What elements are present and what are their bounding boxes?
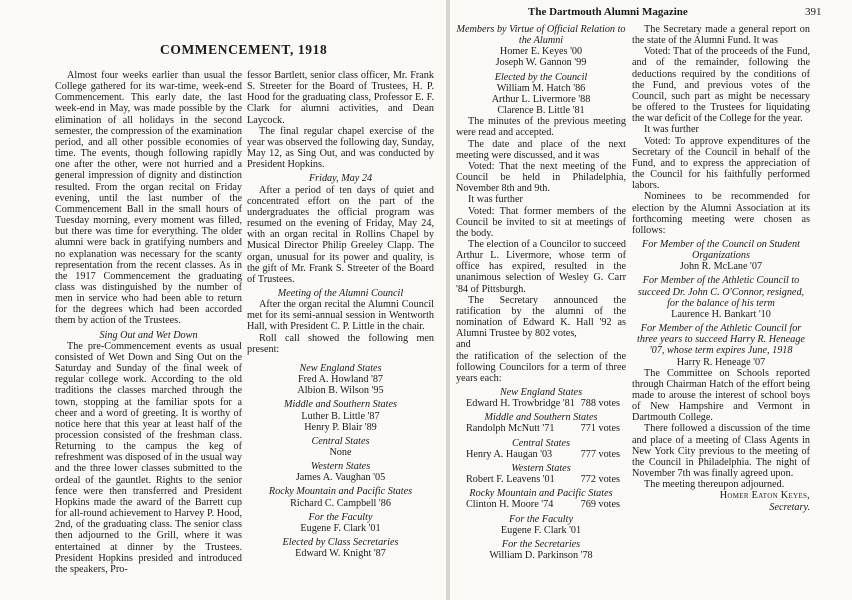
member-name: Clarence B. Little '81 <box>497 105 585 117</box>
vote-count: 771 votes <box>580 423 620 435</box>
region-heading: New England States <box>499 387 583 398</box>
group-heading: For the Secretaries <box>501 538 581 550</box>
member-name: Albion B. Wilson '95 <box>297 385 384 397</box>
group-heading: For Member of the Athletic Council to succeed Dr. John C. O'Connor, resigned, for the balance of his term <box>637 275 805 309</box>
member-name: Fred A. Howland '87 <box>297 374 384 386</box>
vote-count: 788 votes <box>580 398 620 410</box>
paragraph: It was further <box>468 194 523 206</box>
member-name: Harry R. Heneage '07 <box>676 356 766 368</box>
paragraph: The Secretary made a general report on the state of the Alumni Fund. It was <box>632 24 810 47</box>
paragraph: After the organ recital the Alumni Council met for its semi-annual session in Wentworth Hall, with President C. P. Little in the chair. <box>247 299 434 333</box>
region-heading: Middle and Southern States <box>484 412 598 424</box>
group-heading: Elected by the Council <box>494 71 588 83</box>
paragraph: The election of a Councilor to succeed Arthur L. Livermore, whose term of office has expired, resulted in the unanimous selection of Wesley G. Carr '84 of Pittsburgh. <box>456 238 626 295</box>
group-heading: Central States <box>311 435 370 447</box>
councilor-name: Robert F. Leavens '01 <box>466 474 555 486</box>
paragraph: Almost four weeks earlier than usual the College gathered for its war-time, week-end Commencement. This early date, the last week-end in May, was made possible by the elimination of all holidays in the second semester, the compression of the examination period, and all other possible economies of time. The events, though following rapidly one after the other, were not hurried and a general impression of dignity and distinction resulted. From the organ recital on Friday evening, until the last number of the Commencement Ball in the small hours of Tuesday morning, every moment was filled, but there was time for everything. The older alumni were back in gratifying numbers and no explanation was necessary for the scanty representation from the recent classes. As in the 1917 Commencement the graduating class was distinguished by the number of men in service who had been able to return for the degrees which had been accorded them by action of the Trustees. <box>55 70 242 327</box>
signature-name: Homer Eaton Keyes, <box>719 490 810 502</box>
paragraph: The final regular chapel exercise of the year was observed the following day, Sunday, May 12, as Sing Out, and was conducted by President Hopkins. <box>247 125 434 171</box>
paragraph: Roll call showed the following men present: <box>247 332 434 355</box>
group-heading: For the Faculty <box>308 511 373 523</box>
paragraph: The Committee on Schools reported through Chairman Hatch of the effort being made to arouse the interest of school boys of New Hampshire and Vermont in Dartmouth College. <box>632 367 810 424</box>
paragraph: There followed a discussion of the time and place of a meeting of Class Agents in New York City previous to the meeting of the Council in Philadelphia. The night of November 7th was finally agreed upon. <box>632 423 810 480</box>
running-header: The Dartmouth Alumni Magazine <box>528 6 688 18</box>
member-name: Eugene F. Clark '01 <box>300 522 381 534</box>
member-name: James A. Vaughan '05 <box>295 472 386 484</box>
member-name: Homer E. Keyes '00 <box>499 46 583 58</box>
member-name: William M. Hatch '86 <box>496 82 586 94</box>
article-title: COMMENCEMENT, 1918 <box>160 42 328 57</box>
paragraph: Voted: That former members of the Council be invited to sit at meetings of the body. <box>456 205 626 239</box>
member-name: Edward W. Knight '87 <box>295 548 386 560</box>
member-name: Richard C. Campbell '86 <box>290 497 391 509</box>
councilor-name: Randolph McNutt '71 <box>466 423 555 435</box>
councilor-name: Edward H. Trowbridge '81 <box>466 398 575 410</box>
group-heading: Elected by Class Secretaries <box>282 537 399 549</box>
section-heading: Friday, May 24 <box>308 173 373 185</box>
vote-row <box>456 398 626 409</box>
paragraph: Voted: That of the proceeds of the Fund, and of the remainder, following the deductions required by the conditions of the Fund, and previous votes of the Council, such part as might be necessary be offered to the Trustees for liquidating the war deficit of the College for the year. <box>632 46 810 125</box>
paragraph: the ratification of the selection of the following Councilors for a term of three years each: <box>456 350 626 384</box>
member-name: Eugene F. Clark '01 <box>500 524 582 536</box>
vote-row <box>456 449 626 460</box>
region-heading: Central States <box>511 437 570 449</box>
member-name: None <box>329 447 352 458</box>
member-name: John R. McLane '07 <box>679 261 763 273</box>
column-4 <box>632 24 810 513</box>
paragraph: Voted: To approve expenditures of the Secretary of the Council in behalf of the Fund, and to express the appreciation of the Council for his faithfully performed labors. <box>632 135 810 192</box>
councilor-name: Clinton H. Moore '74 <box>466 499 554 511</box>
vote-row <box>456 423 626 434</box>
group-heading: For Member of the Council on Student Organizations <box>642 238 800 262</box>
member-name: Arthur L. Livermore '88 <box>491 93 591 105</box>
section-heading: Sing Out and Wet Down <box>99 329 198 341</box>
paragraph: The minutes of the previous meeting were read and accepted. <box>456 116 626 139</box>
group-heading: Members by Virtue of Official Relation to the Alumni <box>456 24 626 47</box>
paragraph: fessor Bartlett, senior class officer, Mr. Frank S. Streeter for the Board of Trustees, H. P. Hood for the graduating class, Professor E. F. Clark for alumni activities, and Dean Laycock. <box>247 70 434 126</box>
paragraph: and <box>456 339 471 351</box>
paragraph: The date and place of the next meeting were discussed, and it was <box>456 138 626 161</box>
group-heading: Western States <box>310 461 371 473</box>
column-2 <box>247 70 434 559</box>
paragraph: The meeting thereupon adjourned. <box>644 479 785 491</box>
region-heading: Rocky Mountain and Pacific States <box>469 488 613 500</box>
group-heading: Rocky Mountain and Pacific States <box>268 486 413 498</box>
signature-title: Secretary. <box>769 501 810 513</box>
column-1 <box>55 70 242 575</box>
vote-count: 777 votes <box>580 448 620 460</box>
paragraph: After a period of ten days of quiet and concentrated effort on the part of the undergraduates the official program was resumed on the evening of Friday, May 24, with an organ recital in Rollins Chapel by Musical Director Philip Greeley Clapp. The organ, unusual for its power and quality, is the gift of Mr. Frank S. Streeter of the Board of Trustees. <box>247 184 434 285</box>
vote-row <box>456 474 626 485</box>
paragraph: It was further <box>644 124 699 136</box>
group-heading: For the Faculty <box>509 513 573 525</box>
page-number: 391 <box>805 6 822 18</box>
member-name: Luther B. Little '87 <box>301 410 380 422</box>
councilor-name: Henry A. Haugan '03 <box>466 448 553 460</box>
member-name: Laurence H. Bankart '10 <box>671 308 771 320</box>
member-name: Joseph W. Gannon '99 <box>495 57 587 69</box>
paragraph: Nominees to be recommended for election by the Alumni Association at its forthcoming meeting were chosen as follows: <box>632 191 810 236</box>
group-heading: Middle and Southern States <box>284 399 397 411</box>
vote-count: 769 votes <box>580 499 620 511</box>
group-heading: New England States <box>299 362 382 374</box>
member-name: Henry P. Blair '89 <box>304 421 377 433</box>
vote-row <box>456 499 626 510</box>
paragraph: The pre-Commencement events as usual consisted of Wet Down and Sing Out on the Saturday and Sunday of the final week of regular college work. According to the old traditions the classes marched through the town, stopping at the familiar spots for a cheer and a word of greeting. It is worthy of notice here that this year at least half of the procession consisted of the freshman class. Returning to the campus the keg of refreshment was disposed of in the usual way and the three lower classes submitted to the ordeal of the gauntlet. Rights to the senior fence were then transferred and President Hopkins made the award of the Barrett cup for all-round achievement to Harvey P. Hood, 2nd, of the graduating class. The senior class then adjourned to the Grill, where it was entertained at dinner by the Trustees. President Hopkins presided and introduced the speakers, Pro- <box>55 340 242 575</box>
group-heading: For Member of the Athletic Council for three years to succeed Harry R. Heneage '07, whose term expires June, 1918 <box>637 323 805 357</box>
section-heading: Meeting of the Alumni Council <box>277 287 404 299</box>
column-3 <box>456 24 626 561</box>
vote-count: 772 votes <box>580 474 620 486</box>
region-heading: Western States <box>511 462 571 474</box>
paragraph: The Secretary announced the ratification by the alumni of the nomination of Edward K. Hall '92 as Alumni Trustee by 802 votes, <box>456 294 626 340</box>
member-name: William D. Parkinson '78 <box>489 550 593 562</box>
paragraph: Voted: That the next meeting of the Council be held in Philadelphia, November 8th and 9th. <box>456 160 626 195</box>
